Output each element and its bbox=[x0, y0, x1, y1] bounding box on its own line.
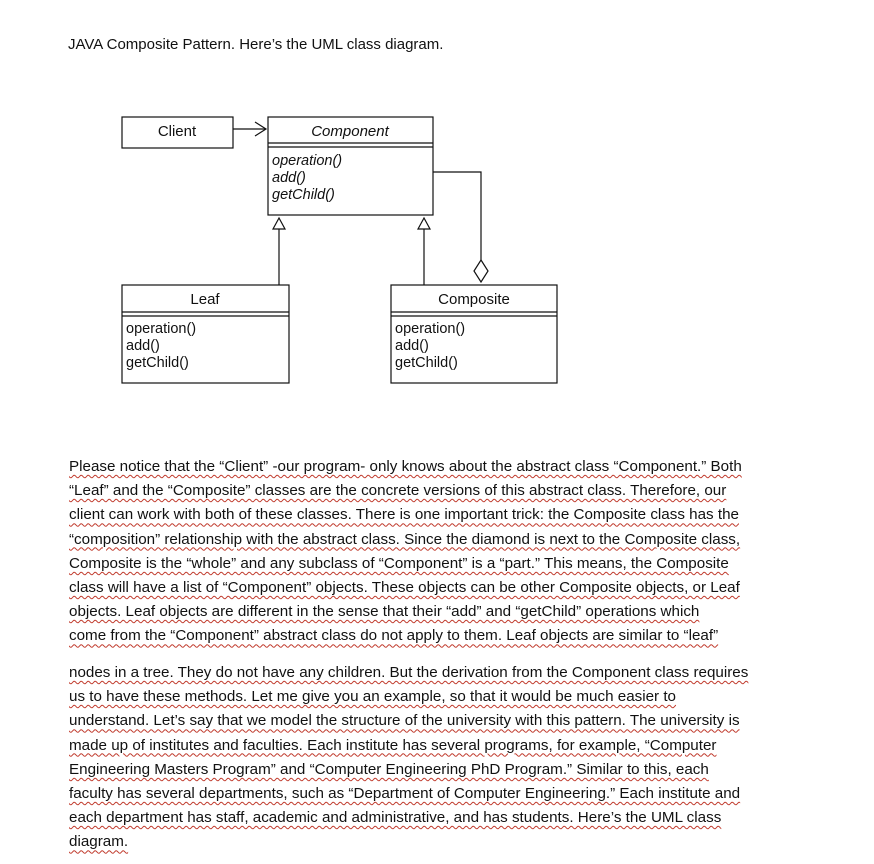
explanation-paragraph-1 bbox=[69, 455, 829, 649]
text-line: made up of institutes and faculties. Each institute has several programs, for example, “Computer bbox=[69, 736, 717, 754]
leaf-class-box bbox=[122, 285, 289, 383]
text-line: us to have these methods. Let me give you an example, so that it would be much easier to bbox=[69, 688, 677, 706]
component-method: operation() bbox=[272, 153, 343, 169]
composite-method: operation() bbox=[395, 321, 466, 337]
text-line: faculty has several departments, such as “Department of Computer Engineering.” Each institute and bbox=[69, 785, 741, 803]
leaf-method: operation() bbox=[126, 321, 197, 337]
text-line: class will have a list of “Component” objects. These objects can be other Composite objects, or Leaf bbox=[69, 579, 740, 597]
text-line: Engineering Masters Program” and “Computer Engineering PhD Program.” Similar to this, each bbox=[69, 760, 709, 778]
leaf-inheritance-arrow bbox=[273, 218, 285, 285]
text-line: come from the “Component” abstract class do not apply to them. Leaf objects are similar to “leaf” bbox=[69, 627, 719, 645]
leaf-method: add() bbox=[126, 338, 160, 354]
page-heading: JAVA Composite Pattern. Here’s the UML class diagram. bbox=[68, 36, 444, 53]
composite-inheritance-arrow bbox=[418, 218, 430, 285]
composite-class-box bbox=[391, 285, 557, 383]
component-class-name: Component bbox=[311, 123, 389, 140]
text-line: “Leaf” and the “Composite” classes are the concrete versions of this abstract class. Therefore, our bbox=[69, 482, 727, 500]
client-class-box bbox=[122, 117, 233, 148]
text-line: diagram. bbox=[69, 833, 129, 851]
component-class-box bbox=[268, 117, 433, 215]
text-line: nodes in a tree. They do not have any children. But the derivation from the Component class requires bbox=[69, 664, 749, 681]
text-line: understand. Let’s say that we model the structure of the university with this pattern. The university is bbox=[69, 712, 740, 730]
text-line: client can work with both of these classes. There is one important trick: the Composite class has the bbox=[69, 506, 739, 524]
composite-method: getChild() bbox=[395, 355, 458, 371]
client-class-name: Client bbox=[157, 123, 197, 140]
composition-diamond-link bbox=[433, 172, 488, 282]
text-line: objects. Leaf objects are different in the sense that their “add” and “getChild” operations which bbox=[69, 603, 700, 621]
leaf-class-name: Leaf bbox=[190, 291, 220, 308]
text-line: “composition” relationship with the abstract class. Since the diamond is next to the Composite class, bbox=[69, 530, 741, 548]
component-method: getChild() bbox=[272, 187, 335, 203]
text-line: Please notice that the “Client” -our program- only knows about the abstract class “Component.” Both bbox=[69, 458, 742, 475]
component-method: add() bbox=[272, 170, 306, 186]
leaf-method: getChild() bbox=[126, 355, 189, 371]
association-arrow bbox=[233, 122, 266, 136]
composite-method: add() bbox=[395, 338, 429, 354]
explanation-paragraph-2 bbox=[69, 661, 829, 855]
text-line: each department has staff, academic and administrative, and has students. Here’s the UML class bbox=[69, 809, 722, 827]
text-line: Composite is the “whole” and any subclass of “Component” is a “part.” This means, the Composite bbox=[69, 554, 729, 572]
composite-class-name: Composite bbox=[438, 291, 510, 308]
